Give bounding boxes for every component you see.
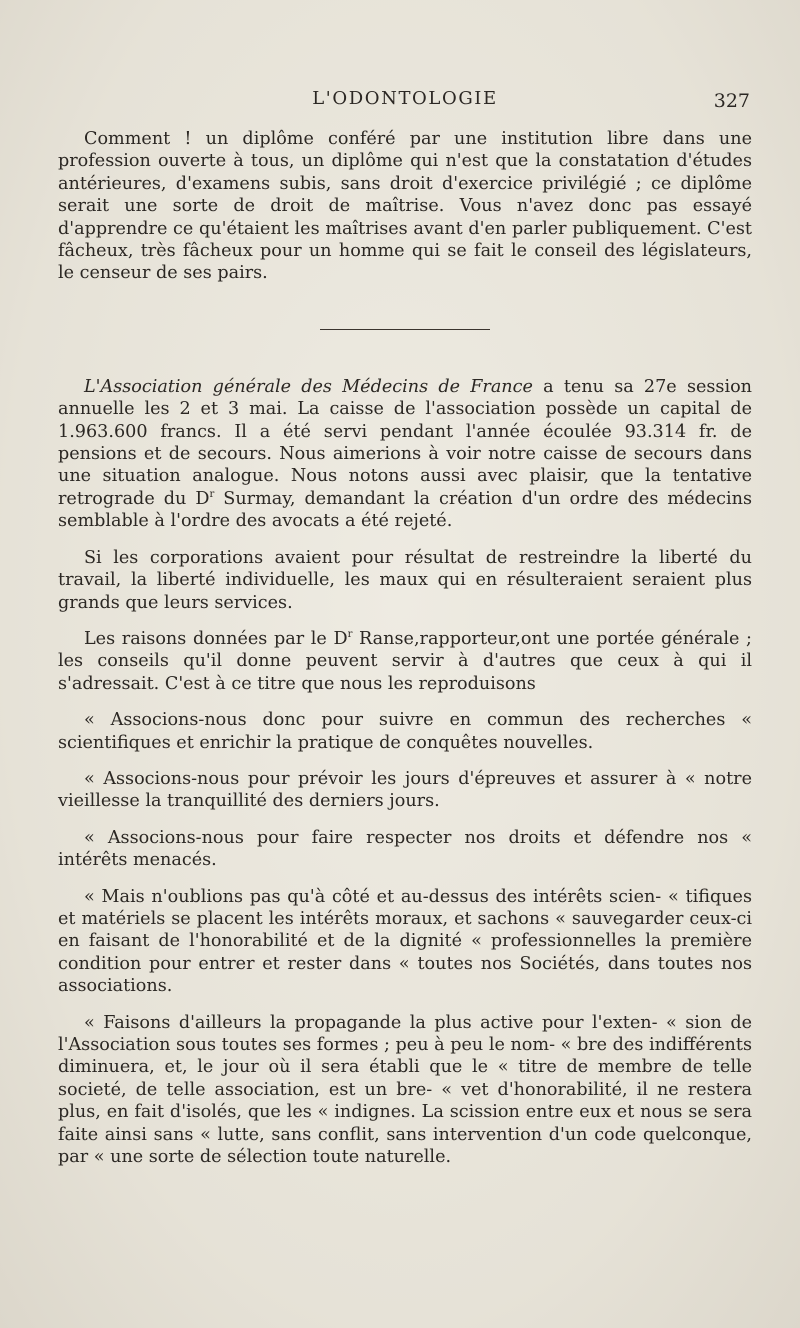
paragraph-diplome: Comment ! un diplôme conféré par une institution libre dans une profession ouverte à tous, un diplôme qui n'est que la constatation d'études antérieures, d'examens subis, sans droit d'exercice privilégié ; ce diplôme serait une sorte de droit de maîtrise. Vous n'avez donc pas essayé d'apprendre ce qu'étaient les maîtrises avant d'en parler publiquement. C'est fâcheux, très fâcheux pour un homme qui se fait le conseil des législateurs, le censeur de ses pairs.	[58, 129, 752, 284]
paragraph-raisons-lead: Les raisons données par le D	[84, 628, 348, 649]
quote-epreuves: « Associons-nous pour prévoir les jours d'épreuves et assurer à « notre vieillesse la tranquillité des derniers jours.	[58, 768, 752, 812]
page-body	[58, 128, 752, 1168]
paragraph-association-end: Surmay, demandant la création d'un ordre des médecins semblable à l'ordre des avocats a été rejeté.	[58, 488, 752, 532]
paragraph-association-body: session annuelle les 2 et 3 mai. La caisse de l'association possède un capital de 1.963.600 francs. Il a été servi pendant l'année écoulée 93.314 fr. de pensions et de secours. Nous aimerions à voir notre caisse de secours dans une situation analogue. Nous notons aussi avec plaisir, que la tentative retrograde du D	[58, 376, 753, 509]
page-number: 327	[713, 90, 750, 112]
page-header	[60, 88, 750, 114]
quote-droits: « Associons-nous pour faire respecter nos droits et défendre nos « intérêts menacés.	[58, 827, 752, 871]
association-name: L'Association générale des Médecins de France	[84, 376, 533, 397]
paragraph-corporations: Si les corporations avaient pour résultat de restreindre la liberté du travail, la liberté individuelle, les maux qui en résulteraient seraient plus grands que leurs services.	[58, 547, 752, 613]
doctor-superscript: r	[209, 489, 215, 501]
paragraph-association	[58, 376, 752, 533]
quote-recherches: « Associons-nous donc pour suivre en commun des recherches « scientifiques et enrichir la pratique de conquêtes nouvelles.	[58, 710, 752, 753]
doctor-superscript-2: r	[347, 629, 353, 641]
quote-interets-moraux: « Mais n'oublions pas qu'à côté et au-dessus des intérêts scien- « tifiques et matériels se placent les intérêts moraux, et sachons « sauvegarder ceux-ci en faisant de l'honorabilité et de la dignité « professionnelles la première condition pour entrer et rester dans « toutes nos Sociétés, dans toutes nos associations.	[58, 886, 752, 997]
paragraph-raisons	[58, 628, 752, 695]
association-session-lead: a tenu sa 27e	[532, 376, 677, 397]
quote-propagande: « Faisons d'ailleurs la propagande la plus active pour l'exten- « sion de l'Association sous toutes ses formes ; peu à peu le nom- « bre des indifférents diminuera, et, le jour où il sera établi que le « titre de membre de telle societé, de telle association, est un bre- « vet d'honorabilité, il ne restera plus, en fait d'isolés, que les « indignes. La scission entre eux et nous se sera faite ainsi sans « lutte, sans conflit, sans intervention d'un code quelconque, par « une sorte de sélection toute naturelle.	[58, 1012, 752, 1168]
section-divider	[320, 329, 490, 330]
running-title: L'ODONTOLOGIE	[312, 88, 498, 109]
paragraph-raisons-body: Ranse,rapporteur,ont une portée générale ; les conseils qu'il donne peuvent servir à d'autres que ceux à qui il s'adressait. C'est à ce titre que nous les reproduisons	[58, 628, 752, 694]
